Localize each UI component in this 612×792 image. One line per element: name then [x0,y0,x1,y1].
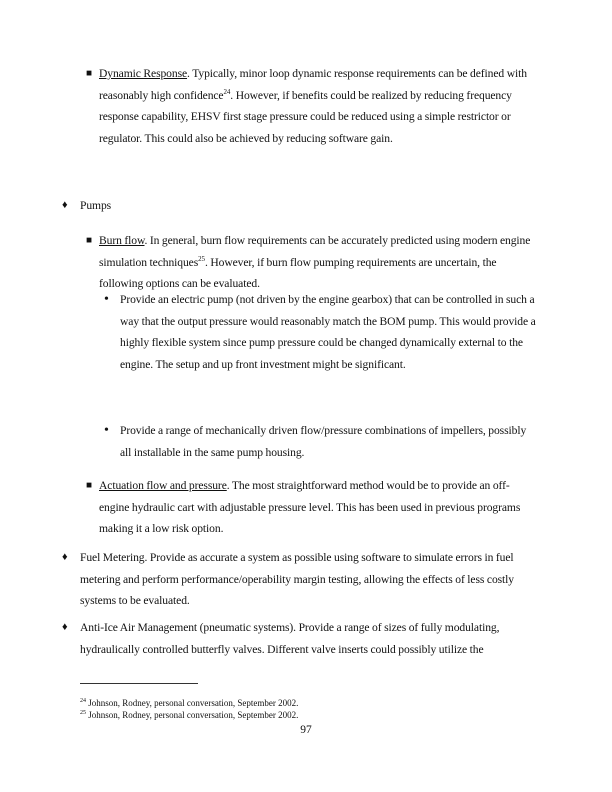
actuation-flow-paragraph [99,475,539,540]
footnote-separator [80,683,198,684]
dynamic-response-heading: Dynamic Response [99,67,188,80]
option-mechanical: Provide a range of mechanically driven flow/pressure combinations of impellers, possibly all installable in the same pump housing. [120,424,527,459]
footnote-text: Johnson, Rodney, personal conversation, September 2002. [88,698,299,708]
option-electric-pump: Provide an electric pump (not driven by the engine gearbox) that can be controlled in such a way that the output pressure would reasonably match the BOM pump. This would provide a highly flexible system since pump pressure could be changed dynamically external to the engine. The setup and up front investment might be significant. [120,293,536,371]
diamond-bullet-icon: ♦ [62,551,68,563]
square-bullet-icon: ■ [86,235,93,246]
round-bullet-icon: • [104,423,109,438]
round-bullet-icon: • [104,292,109,307]
footnote-ref-24: 24 [223,87,231,96]
pumps-label: Pumps [80,199,112,212]
square-bullet-icon: ■ [86,68,93,79]
dynamic-response-text-1: . Typically, minor loop dynamic response requirements can be defined with reasonably high confidence [99,67,527,102]
footnote-25 [80,710,298,720]
footnote-number: 25 [80,710,86,716]
anti-ice-paragraph: Anti-Ice Air Management (pneumatic systems). Provide a range of sizes of fully modulating, hydraulically controlled butterfly valves. Different valve inserts could possibly utilize the [80,621,500,656]
burn-flow-text-1: . In general, burn flow requirements can be accurately predicted using modern engine simulation techniques [99,234,531,269]
footnote-number: 24 [80,698,86,704]
footnote-ref-25: 25 [198,254,205,263]
page-number: 97 [300,724,312,736]
actuation-flow-heading: Actuation flow and pressure [99,479,227,492]
burn-flow-text-2: . However, if burn flow pumping requirements are uncertain, the following options can be evaluated. [99,255,497,290]
actuation-flow-text: . The most straightforward method would be to provide an off-engine hydraulic cart with adjustable pressure level. This has been used in previous programs making it a low risk option. [99,479,521,535]
burn-flow-paragraph [99,230,539,295]
burn-flow-heading: Burn flow [99,234,145,247]
diamond-bullet-icon: ♦ [62,621,68,633]
diamond-bullet-icon: ♦ [62,199,68,211]
footnote-24 [80,698,298,708]
dynamic-response-paragraph [99,63,539,149]
footnote-text: Johnson, Rodney, personal conversation, September 2002. [88,710,299,720]
dynamic-response-text-2: . However, if benefits could be realized by reducing frequency response capability, EHSV first stage pressure could be reduced using a simple restrictor or regulator. This could also be achieved by reducing software gain. [99,88,512,145]
square-bullet-icon: ■ [86,480,93,491]
fuel-metering-paragraph: Fuel Metering. Provide as accurate a system as possible using software to simulate errors in fuel metering and perform performance/operability margin testing, allowing the effects of less costly systems to be evaluated. [80,551,514,607]
